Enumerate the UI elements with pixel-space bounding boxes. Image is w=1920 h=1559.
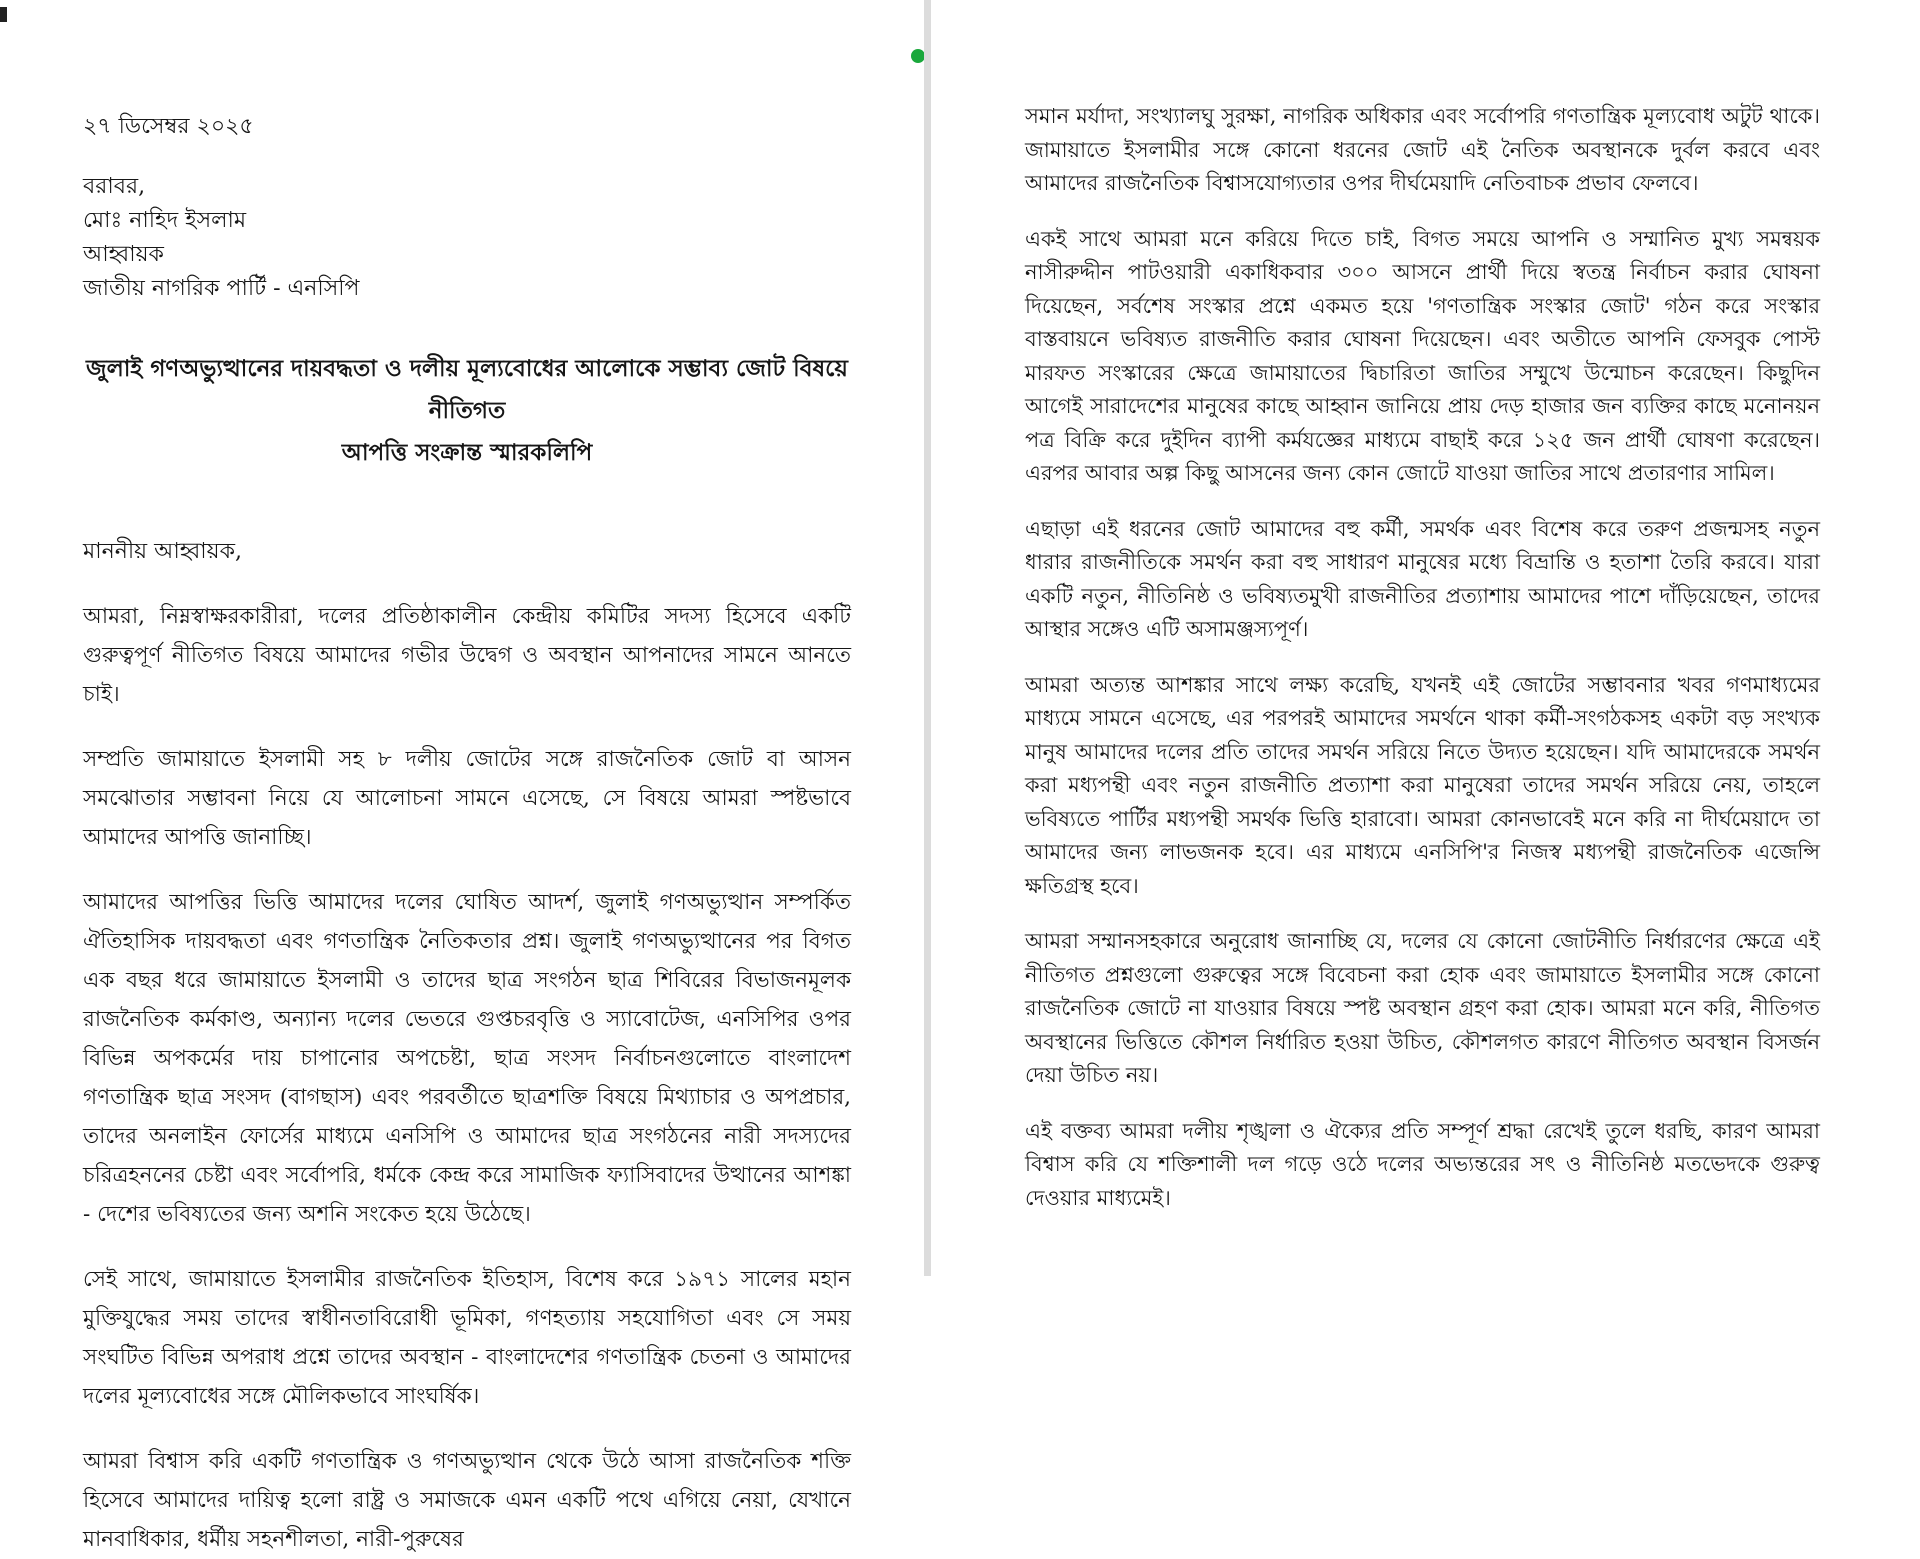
paragraph: একই সাথে আমরা মনে করিয়ে দিতে চাই, বিগত সময়ে আপনি ও সম্মানিত মুখ্য সমন্বয়ক নাসীরুদ্দীন পাটওয়ারী একাধিকবার ৩০০ আসনে প্রার্থী দিয়ে স্বতন্ত্র নির্বাচন করার ঘোষনা দিয়েছেন, সর্বশেষ সংস্কার প্রশ্নে একমত হয়ে 'গণতান্ত্রিক সংস্কার জোট' গঠন করে সংস্কার বাস্তবায়নে ভবিষ্যত রাজনীতি করার ঘোষনা দিয়েছেন। এবং অতীতে আপনি ফেসবুক পোস্ট মারফত সংস্কারের ক্ষেত্রে জামায়াতের দ্বিচারিতা জাতির সম্মুখে উন্মোচন করেছেন। কিছুদিন আগেই সারাদেশের মানুষের কাছে আহ্বান জানিয়ে প্রায় দেড় হাজার জন ব্যক্তির কাছে মনোনয়ন পত্র বিক্রি করে দুইদিন ব্যাপী কর্মযজ্ঞের মাধ্যমে বাছাই করে ১২৫ জন প্রার্থী ঘোষণা করেছেন। এরপর আবার অল্প কিছু আসনের জন্য কোন জোটে যাওয়া জাতির সাথে প্রতারণার সামিল। [1025, 226, 1820, 485]
paragraph: সেই সাথে, জামায়াতে ইসলামীর রাজনৈতিক ইতিহাস, বিশেষ করে ১৯৭১ সালের মহান মুক্তিযুদ্ধের সময় তাদের স্বাধীনতাবিরোধী ভূমিকা, গণহত্যায় সহযোগিতা এবং সে সময় সংঘটিত বিভিন্ন অপরাধ প্রশ্নে তাদের অবস্থান - বাংলাদেশের গণতান্ত্রিক চেতনা ও আমাদের দলের মূল্যবোধের সঙ্গে মৌলিকভাবে সাংঘর্ষিক। [83, 1267, 851, 1409]
address-line: আহ্বায়ক [83, 242, 164, 267]
left-page-body [83, 597, 851, 1559]
address-line: বরাবর, [83, 174, 146, 199]
salutation: মাননীয় আহ্বায়ক, [83, 539, 243, 564]
page-divider [924, 0, 931, 1276]
paragraph: আমাদের আপত্তির ভিত্তি আমাদের দলের ঘোষিত আদর্শ, জুলাই গণঅভ্যুত্থান সম্পর্কিত ঐতিহাসিক দায়বদ্ধতা এবং গণতান্ত্রিক নৈতিকতার প্রশ্ন। জুলাই গণঅভ্যুত্থানের পর বিগত এক বছর ধরে জামায়াতে ইসলামী ও তাদের ছাত্র সংগঠন ছাত্র শিবিরের বিভাজনমূলক রাজনৈতিক কর্মকাণ্ড, অন্যান্য দলের ভেতরে গুপ্তচরবৃত্তি ও স্যাবোটেজ, এনসিপির ওপর বিভিন্ন অপকর্মের দায় চাপানোর অপচেষ্টা, ছাত্র সংসদ নির্বাচনগুলোতে বাংলাদেশ গণতান্ত্রিক ছাত্র সংসদ (বাগছাস) এবং পরবর্তীতে ছাত্রশক্তি বিষয়ে মিথ্যাচার ও অপপ্রচার, তাদের অনলাইন ফোর্সের মাধ্যমে এনসিপি ও আমাদের ছাত্র সংগঠনের নারী সদস্যদের চরিত্রহননের চেষ্টা এবং সর্বোপরি, ধর্মকে কেন্দ্র করে সামাজিক ফ্যাসিবাদের উত্থানের আশঙ্কা - দেশের ভবিষ্যতের জন্য অশনি সংকেত হয়ে উঠেছে। [83, 890, 851, 1227]
memo-title-line-2: আপত্তি সংক্রান্ত স্মারকলিপি [341, 439, 593, 466]
date-line: ২৭ ডিসেম্বর ২০২৫ [83, 114, 254, 139]
green-dot-marker [911, 49, 925, 63]
paragraph: আমরা অত্যন্ত আশঙ্কার সাথে লক্ষ্য করেছি, যখনই এই জোটের সম্ভাবনার খবর গণমাধ্যমের মাধ্যমে সামনে এসেছে, এর পরপরই আমাদের সমর্থনে থাকা কর্মী-সংগঠকসহ একটা বড় সংখ্যক মানুষ আমাদের দলের প্রতি তাদের সমর্থন সরিয়ে নিতে উদ্যত হয়েছেন। যদি আমাদেরকে সমর্থন করা মধ্যপন্থী এবং নতুন রাজনীতি প্রত্যাশা করা মানুষেরা তাদের সমর্থন সরিয়ে নেয়, তাহলে ভবিষ্যতে পার্টির মধ্যপন্থী সমর্থক ভিত্তি হারাবো। আমরা কোনভাবেই মনে করি না দীর্ঘমেয়াদে তা আমাদের জন্য লাভজনক হবে। এর মাধ্যমে এনসিপি'র নিজস্ব মধ্যপন্থী রাজনৈতিক এজেন্সি ক্ষতিগ্রস্থ হবে। [1025, 672, 1820, 898]
paragraph: আমরা সম্মানসহকারে অনুরোধ জানাচ্ছি যে, দলের যে কোনো জোটনীতি নির্ধারণের ক্ষেত্রে এই নীতিগত প্রশ্নগুলো গুরুত্বের সঙ্গে বিবেচনা করা হোক এবং জামায়াতে ইসলামীর সঙ্গে কোনো রাজনৈতিক জোটে না যাওয়ার বিষয়ে স্পষ্ট অবস্থান গ্রহণ করা হোক। আমরা মনে করি, নীতিগত অবস্থানের ভিত্তিতে কৌশল নির্ধারিত হওয়া উচিত, কৌশলগত কারণে নীতিগত অবস্থান বিসর্জন দেয়া উচিত নয়। [1025, 929, 1820, 1087]
memo-title-line-1: জুলাই গণঅভ্যুত্থানের দায়বদ্ধতা ও দলীয় মূল্যবোধের আলোকে সম্ভাব্য জোট বিষয়ে নীতিগত [86, 355, 848, 424]
paragraph: সমান মর্যাদা, সংখ্যালঘু সুরক্ষা, নাগরিক অধিকার এবং সর্বোপরি গণতান্ত্রিক মূল্যবোধ অটুট থাকে। জামায়াতে ইসলামীর সঙ্গে কোনো ধরনের জোট এই নৈতিক অবস্থানকে দুর্বল করবে এবং আমাদের রাজনৈতিক বিশ্বাসযোগ্যতার ওপর দীর্ঘমেয়াদি নেতিবাচক প্রভাব ফেলবে। [1025, 104, 1820, 195]
address-line: মোঃ নাহিদ ইসলাম [83, 208, 247, 233]
paragraph: সম্প্রতি জামায়াতে ইসলামী সহ ৮ দলীয় জোটের সঙ্গে রাজনৈতিক জোট বা আসন সমঝোতার সম্ভাবনা নিয়ে যে আলোচনা সামনে এসেছে, সে বিষয়ে আমরা স্পষ্টভাবে আমাদের আপত্তি জানাচ্ছি। [83, 747, 851, 850]
page-right [1025, 100, 1820, 1237]
memo-title [83, 348, 851, 474]
corner-artifact [0, 7, 7, 22]
paragraph: আমরা, নিম্নস্বাক্ষরকারীরা, দলের প্রতিষ্ঠাকালীন কেন্দ্রীয় কমিটির সদস্য হিসেবে একটি গুরুত্বপূর্ণ নীতিগত বিষয়ে আমাদের গভীর উদ্বেগ ও অবস্থান আপনাদের সামনে আনতে চাই। [83, 604, 851, 707]
paragraph: এই বক্তব্য আমরা দলীয় শৃঙ্খলা ও ঐক্যের প্রতি সম্পূর্ণ শ্রদ্ধা রেখেই তুলে ধরছি, কারণ আমরা বিশ্বাস করি যে শক্তিশালী দল গড়ে ওঠে দলের অভ্যন্তরের সৎ ও নীতিনিষ্ঠ মতভেদকে গুরুত্ব দেওয়ার মাধ্যমেই। [1025, 1118, 1820, 1210]
right-page-body [1025, 100, 1820, 1215]
paragraph: এছাড়া এই ধরনের জোট আমাদের বহু কর্মী, সমর্থক এবং বিশেষ করে তরুণ প্রজন্মসহ নতুন ধারার রাজনীতিকে সমর্থন করা বহু সাধারণ মানুষের মধ্যে বিভ্রান্তি ও হতাশা তৈরি করবে। যারা একটি নতুন, নীতিনিষ্ঠ ও ভবিষ্যতমুখী রাজনীতির প্রত্যাশায় আমাদের পাশে দাঁড়িয়েছেন, তাদের আস্থার সঙ্গেও এটি অসামঞ্জস্যপূর্ণ। [1025, 516, 1820, 641]
page-left [83, 112, 851, 1559]
address-line: জাতীয় নাগরিক পার্টি - এনসিপি [83, 276, 360, 301]
paragraph: আমরা বিশ্বাস করি একটি গণতান্ত্রিক ও গণঅভ্যুত্থান থেকে উঠে আসা রাজনৈতিক শক্তি হিসেবে আমাদের দায়িত্ব হলো রাষ্ট্র ও সমাজকে এমন একটি পথে এগিয়ে নেয়া, যেখানে মানবাধিকার, ধর্মীয় সহনশীলতা, নারী-পুরুষের [83, 1449, 851, 1552]
recipient-block [83, 170, 851, 306]
